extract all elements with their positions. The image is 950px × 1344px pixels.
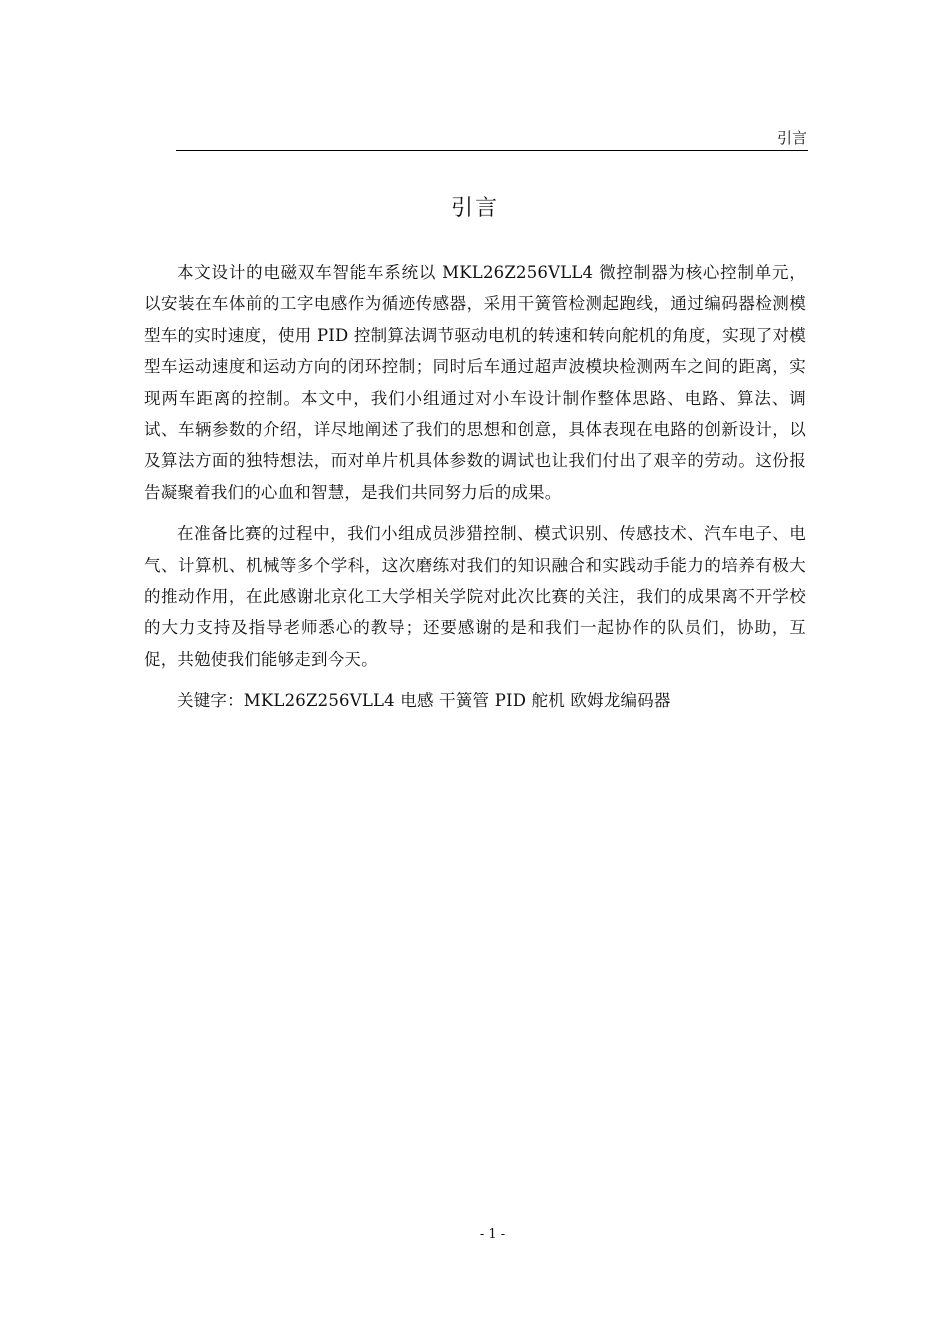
keywords-line: 关键字：MKL26Z256VLL4 电感 干簧管 PID 舵机 欧姆龙编码器 [177,691,671,711]
section-title: 引言 [450,196,499,221]
page-number: - 1 - [479,1227,506,1242]
paragraph-intro: 本文设计的电磁双车智能车系统以 MKL26Z256VLL4 微控制器为核心控制单元，以安装在车体前的工字电感作为循迹传感器，采用干簧管检测起跑线，通过编码器检测模型车的实时速度，使用 PID 控制算法调节驱动电机的转速和转向舵机的角度，实现了对模型车运动速度和运动方向的闭环控制；同时后车通过超声波模块检测两车之间的距离，实现两车距离的控制。本文中，我们小组通过对小车设计制作整体思路、电路、算法、调试、车辆参数的介绍，详尽地阐述了我们的思想和创意，具体表现在电路的创新设计，以及算法方面的独特想法，而对单片机具体参数的调试也让我们付出了艰辛的劳动。这份报告凝聚着我们的心血和智慧，是我们共同努力后的成果。 [144,263,806,502]
body-text [144,257,806,717]
running-header: 引言 [776,129,807,147]
header-rule [176,150,808,151]
paragraph-acknowledgement: 在准备比赛的过程中，我们小组成员涉猎控制、模式识别、传感技术、汽车电子、电气、计算机、机械等多个学科，这次磨练对我们的知识融合和实践动手能力的培养有极大的推动作用，在此感谢北京化工大学相关学院对此次比赛的关注，我们的成果离不开学校的大力支持及指导老师悉心的教导；还要感谢的是和我们一起协作的队员们，协助，互促，共勉使我们能够走到今天。 [144,524,806,669]
